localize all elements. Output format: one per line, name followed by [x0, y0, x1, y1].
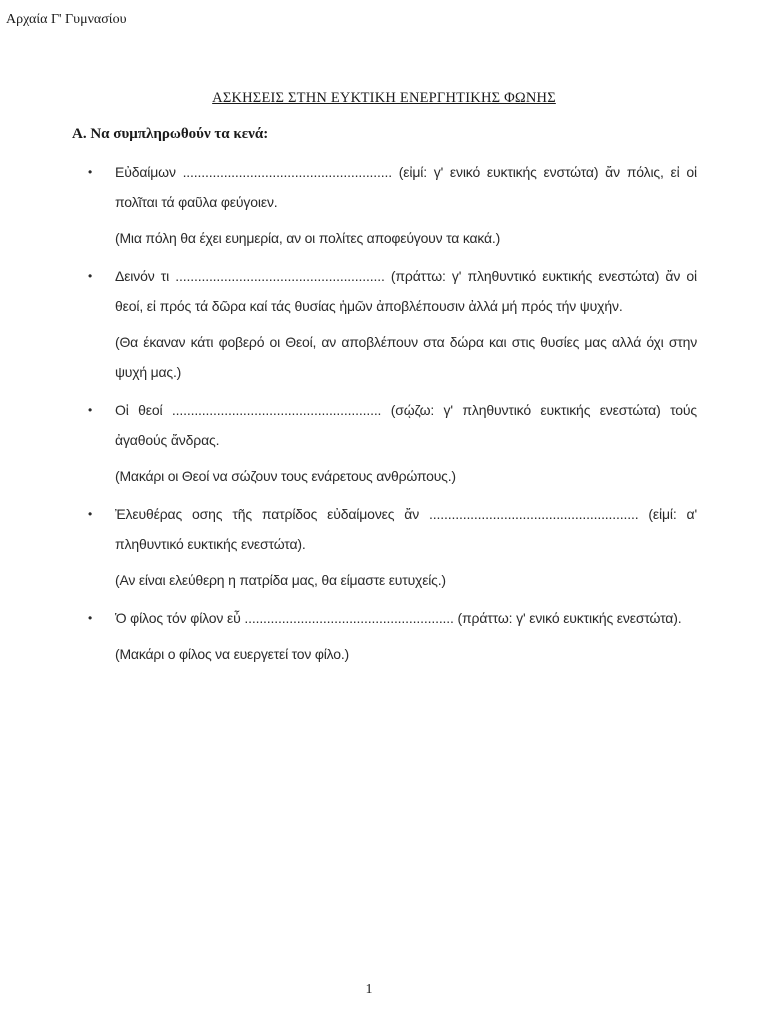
bullet-icon: • — [88, 507, 93, 521]
exercise-translation: (Μακάρι ο φίλος να ευεργετεί τον φίλο.) — [115, 646, 350, 662]
exercise-translation: (Μακάρι οι Θεοί να σώζουν τους ενάρετους ανθρώπους.) — [115, 468, 456, 484]
section-heading: Α. Να συμπληρωθούν τα κενά: — [72, 126, 269, 142]
bullet-icon: • — [88, 611, 93, 625]
exercise-prompt: Οἱ θεοί ........................................................ (σῴζω: γ' πληθυντικό ευκτικής ενεστώτα) τούς ἀγαθούς ἄνδρας. — [115, 402, 697, 448]
exercise-prompt: Δεινόν τι ........................................................ (πράττω: γ' πληθυντικό ευκτικής ενεστώτα) ἄν οἱ θεοί, εἰ πρός τά δῶρα καί τάς θυσίας ἡμῶν ἀποβλέπουσιν ἀλλά μή πρός τήν ψυχήν. — [115, 268, 697, 314]
exercise-item — [88, 157, 697, 253]
bullet-icon: • — [88, 403, 93, 417]
exercise-prompt: Εὐδαίμων ........................................................ (εἰμί: γ' ενικό ευκτικής ενστώτα) ἄν πόλις, εἰ οἱ πολῖται τά φαῦλα φεύγοιεν. — [115, 164, 697, 210]
bullet-icon: • — [88, 165, 93, 179]
exercise-item — [88, 603, 697, 669]
exercise-translation: (Μια πόλη θα έχει ευημερία, αν οι πολίτες αποφεύγουν τα κακά.) — [115, 230, 501, 246]
exercise-list — [88, 157, 697, 677]
exercise-prompt: Ὁ φίλος τόν φίλον εὖ ........................................................ (πράττω: γ' ενικό ευκτικής ενεστώτα). — [115, 610, 682, 626]
exercise-item — [88, 499, 697, 595]
exercise-translation: (Θα έκαναν κάτι φοβερό οι Θεοί, αν αποβλέπουν στα δώρα και στις θυσίες μας αλλά όχι στην ψυχή μας.) — [115, 334, 697, 380]
document-title: ΑΣΚΗΣΕΙΣ ΣΤΗΝ ΕΥΚΤΙΚΗ ΕΝΕΡΓΗΤΙΚΗΣ ΦΩΝΗΣ — [212, 90, 556, 106]
bullet-icon: • — [88, 269, 93, 283]
exercise-prompt: Ἐλευθέρας οσης τῆς πατρίδος εὐδαίμονες ἄν ........................................................ (εἰμί: α' πληθυντικό ευκτικής ενεστώτα). — [115, 506, 697, 552]
exercise-translation: (Αν είναι ελεύθερη η πατρίδα μας, θα είμαστε ευτυχείς.) — [115, 572, 446, 588]
page-number: 1 — [365, 982, 373, 997]
exercise-item — [88, 395, 697, 491]
exercise-item — [88, 261, 697, 387]
page-header: Αρχαία Γ' Γυμνασίου — [6, 12, 127, 27]
